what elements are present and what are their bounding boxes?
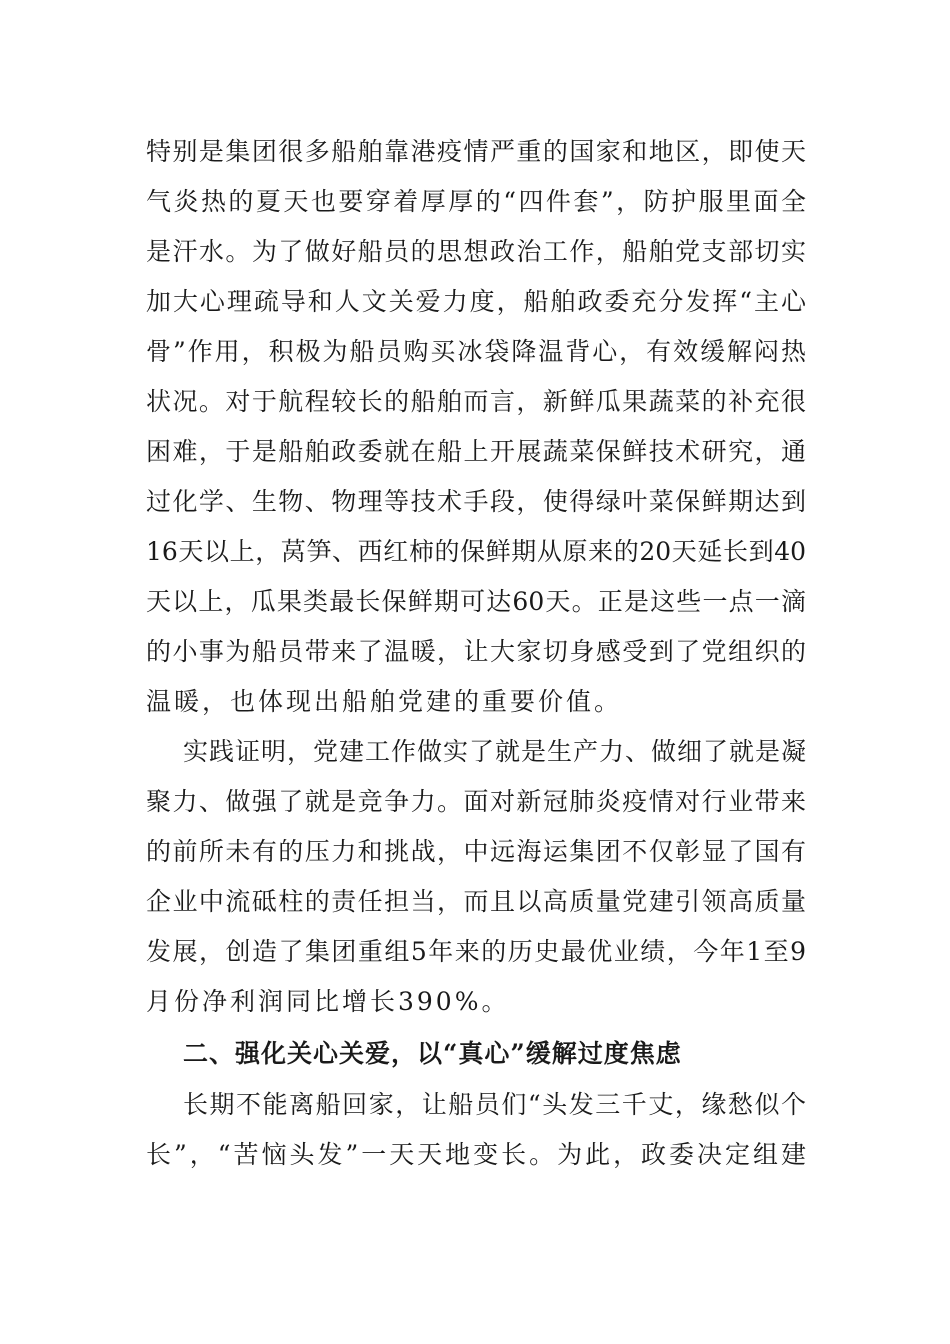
paragraph-2-line-5: 发展，创造了集团重组5年来的历史最优业绩，今年1至9 [146,937,806,966]
paragraph-2-line-4: 企业中流砥柱的责任担当，而且以高质量党建引领高质量 [146,887,806,916]
paragraph-2-line-1: 实践证明，党建工作做实了就是生产力、做细了就是凝 [183,737,806,766]
paragraph-1-line-3: 是汗水。为了做好船员的思想政治工作，船舶党支部切实 [146,237,806,266]
paragraph-1-line-5: 骨”作用，积极为船员购买冰袋降温背心，有效缓解闷热 [146,337,806,366]
paragraph-1-line-7: 困难，于是船舶政委就在船上开展蔬菜保鲜技术研究，通 [146,437,806,466]
paragraph-2-line-6: 月份净利润同比增长390%。 [146,987,510,1016]
paragraph-3-line-1: 长期不能离船回家，让船员们“头发三千丈，缘愁似个 [183,1090,806,1119]
paragraph-1-line-9: 16天以上，莴笋、西红柿的保鲜期从原来的20天延长到40 [146,537,806,566]
paragraph-1-line-4: 加大心理疏导和人文关爱力度，船舶政委充分发挥“主心 [146,287,806,316]
paragraph-3-line-2: 长”，“苦恼头发”一天天地变长。为此，政委决定组建 [146,1140,806,1169]
paragraph-1-line-11: 的小事为船员带来了温暖，让大家切身感受到了党组织的 [146,637,806,666]
paragraph-2-line-3: 的前所未有的压力和挑战，中远海运集团不仅彰显了国有 [146,837,806,866]
paragraph-1-line-2: 气炎热的夏天也要穿着厚厚的“四件套”，防护服里面全 [146,187,806,216]
paragraph-1-line-10: 天以上，瓜果类最长保鲜期可达60天。正是这些一点一滴 [146,587,806,616]
paragraph-1-line-12: 温暖，也体现出船舶党建的重要价值。 [146,687,623,716]
paragraph-1-line-8: 过化学、生物、物理等技术手段，使得绿叶菜保鲜期达到 [146,487,806,516]
section-heading: 二、强化关心关爱，以“真心”缓解过度焦虑 [183,1039,682,1068]
paragraph-2-line-2: 聚力、做强了就是竞争力。面对新冠肺炎疫情对行业带来 [146,787,806,816]
paragraph-1-line-6: 状况。对于航程较长的船舶而言，新鲜瓜果蔬菜的补充很 [146,387,806,416]
paragraph-1-line-1: 特别是集团很多船舶靠港疫情严重的国家和地区，即使天 [146,137,806,166]
